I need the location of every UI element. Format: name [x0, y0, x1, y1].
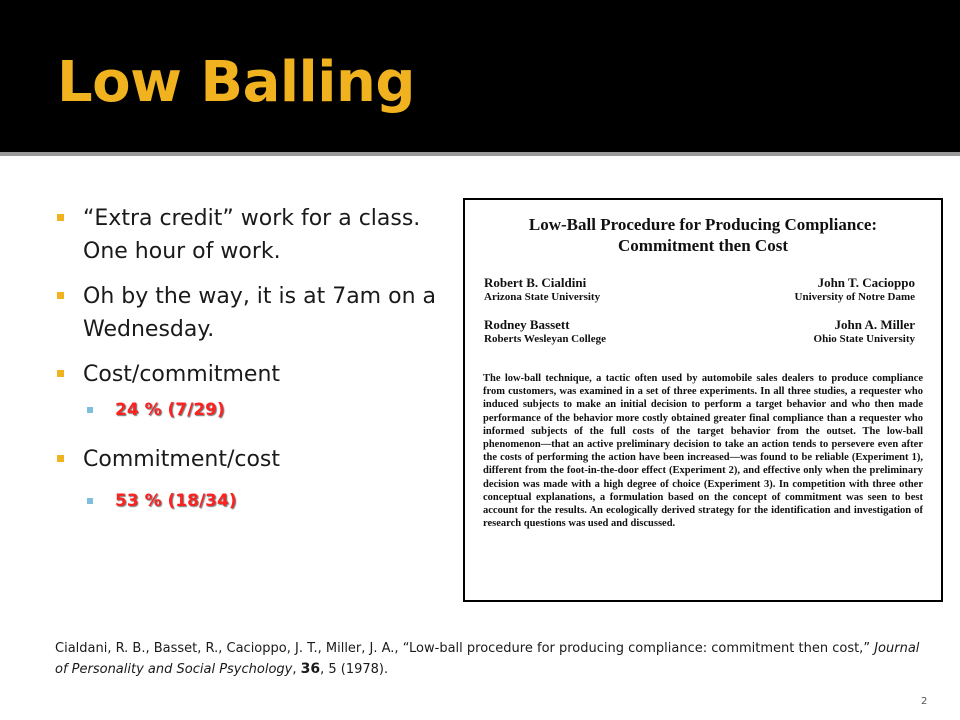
paper-abstract-image: [463, 198, 943, 602]
bullet-square-icon: [57, 214, 64, 221]
bullet-text: Cost/commitment: [83, 362, 281, 387]
paper-title: [465, 214, 941, 256]
citation-issue-year: , 5 (1978).: [320, 662, 389, 677]
sub-bullet-item: [55, 488, 455, 514]
bullet-square-icon: [57, 455, 64, 462]
bullet-text: “Extra credit” work for a class. One hour of work.: [83, 206, 421, 264]
citation-authors: Cialdani, R. B., Basset, R., Cacioppo, J. T., Miller, J. A., “Low-ball procedure for producing compliance: commitment then cost,”: [55, 641, 871, 656]
paper-author: Rodney Bassett: [484, 317, 570, 332]
sub-bullet-text: 24 % (7/29): [115, 400, 225, 420]
bullet-square-icon: [57, 292, 64, 299]
sub-bullet-text: 53 % (18/34): [115, 491, 237, 511]
bullet-list: [55, 202, 455, 514]
bullet-item: [55, 443, 455, 476]
paper-affiliation: Arizona State University: [484, 291, 601, 303]
paper-affiliation: Roberts Wesleyan College: [484, 333, 607, 345]
bullet-text: Commitment/cost: [83, 447, 281, 472]
sub-bullet-square-icon: [87, 407, 93, 413]
slide-content: [0, 158, 960, 720]
paper-affiliation: University of Notre Dame: [794, 291, 915, 303]
citation-journal: Journal of Personality and Social Psychology: [55, 641, 920, 677]
slide-title: Low Balling: [57, 50, 415, 115]
citation: Cialdani, R. B., Basset, R., Cacioppo, J. T., Miller, J. A., “Low-ball procedure for producing compliance: commitment then cost,” Journal of Personality and Social Psychology, 36, 5 (1978).: [55, 641, 920, 677]
paper-author: Robert B. Cialdini: [484, 275, 587, 290]
page-number: 2: [921, 696, 928, 707]
paper-title-line: Commitment then Cost: [618, 236, 788, 255]
bullet-item: [55, 280, 455, 346]
paper-affiliation: Ohio State University: [813, 333, 915, 345]
paper-author: John A. Miller: [834, 317, 915, 332]
sub-bullet-square-icon: [87, 498, 93, 504]
bullet-text: Oh by the way, it is at 7am on a Wednesday.: [83, 284, 436, 342]
paper-abstract: The low-ball technique, a tactic often used by automobile sales dealers to produce compliance from customers, was examined in a set of three experiments. In all three studies, a requester who induced subjects to make an initial decision to perform a target behavior and who then made performance of the behavior more costly obtained greater final compliance than a requester who informed subjects of the full costs of the target behavior from the outset. The low-ball phenomenon—that an active preliminary decision to take an action tends to persevere even after the costs of performing the action have been increased—was found to be reliable (Experiment 1), different from the foot-in-the-door effect (Experiment 2), and effective only when the preliminary decision was made with a high degree of choice (Experiment 3). In competition with three other conceptual explanations, a formulation based on the concept of commitment was seen to best account for the results. An ecologically derived strategy for the identification and investigation of research questions was used and discussed.: [483, 373, 923, 530]
title-bar: [0, 0, 960, 152]
sub-bullet-item: [55, 397, 455, 423]
bullet-item: [55, 202, 455, 268]
paper-title-line: Low-Ball Procedure for Producing Compliance:: [528, 215, 878, 234]
paper-author: John T. Cacioppo: [817, 275, 915, 290]
citation-volume: 36: [300, 661, 321, 677]
bullet-square-icon: [57, 370, 64, 377]
bullet-item: [55, 358, 455, 391]
